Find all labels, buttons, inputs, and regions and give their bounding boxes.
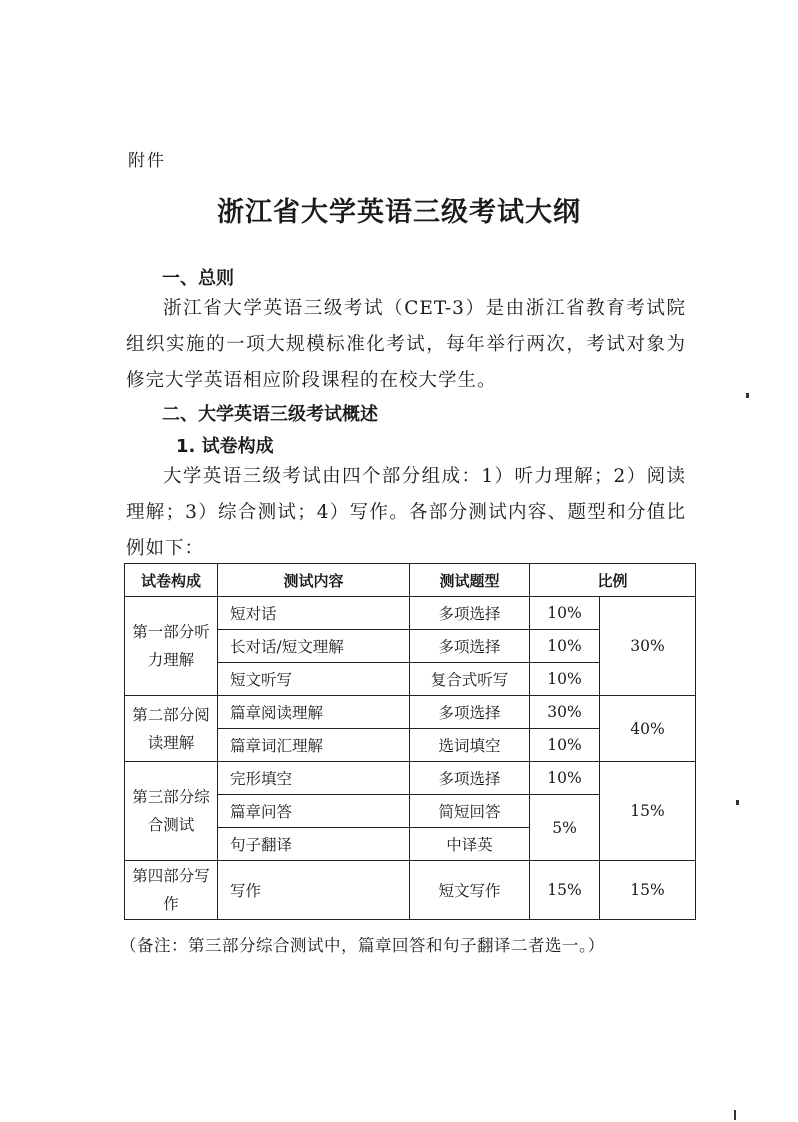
test-type: 短文写作	[410, 861, 530, 920]
test-content: 篇章问答	[218, 795, 410, 828]
item-ratio: 10%	[530, 729, 600, 762]
part-name: 第一部分听力理解	[125, 597, 218, 696]
part-name: 第三部分综合测试	[125, 762, 218, 861]
paragraph-general: 浙江省大学英语三级考试（CET-3）是由浙江省教育考试院组织实施的一项大规模标准化考试，每年举行两次，考试对象为修完大学英语相应阶段课程的在校大学生。	[126, 298, 686, 391]
item-ratio: 10%	[530, 630, 600, 663]
part-total-ratio: 40%	[600, 696, 696, 762]
table-row	[125, 762, 696, 795]
section-heading-general: 一、总则	[162, 268, 234, 289]
test-content: 长对话/短文理解	[218, 630, 410, 663]
item-ratio: 15%	[530, 861, 600, 920]
item-ratio: 10%	[530, 597, 600, 630]
test-type: 多项选择	[410, 630, 530, 663]
test-type: 多项选择	[410, 762, 530, 795]
part-name: 第四部分写作	[125, 861, 218, 920]
item-ratio: 30%	[530, 696, 600, 729]
table-row	[125, 597, 696, 630]
part-total-ratio: 15%	[600, 861, 696, 920]
header-ratio: 比例	[530, 564, 696, 597]
test-type: 多项选择	[410, 597, 530, 630]
section-heading-overview: 二、大学英语三级考试概述	[162, 404, 378, 425]
table-note: （备注：第三部分综合测试中，篇章回答和句子翻译二者选一。）	[120, 936, 605, 955]
item-ratio: 10%	[530, 663, 600, 696]
table-header-row	[125, 564, 696, 597]
part-name: 第二部分阅读理解	[125, 696, 218, 762]
test-content: 短对话	[218, 597, 410, 630]
document-title: 浙江省大学英语三级考试大纲	[217, 197, 581, 228]
scan-speck	[734, 1110, 736, 1120]
attachment-label: 附件	[128, 151, 166, 171]
header-type: 测试题型	[410, 564, 530, 597]
exam-structure-table	[124, 563, 696, 920]
scan-speck	[746, 393, 749, 398]
test-type: 选词填空	[410, 729, 530, 762]
test-content: 句子翻译	[218, 828, 410, 861]
part-total-ratio: 15%	[600, 762, 696, 861]
table-row	[125, 696, 696, 729]
header-content: 测试内容	[218, 564, 410, 597]
header-structure: 试卷构成	[125, 564, 218, 597]
test-content: 完形填空	[218, 762, 410, 795]
test-type: 中译英	[410, 828, 530, 861]
test-content: 篇章阅读理解	[218, 696, 410, 729]
table-row	[125, 861, 696, 920]
paragraph-structure: 大学英语三级考试由四个部分组成：1）听力理解；2）阅读理解；3）综合测试；4）写作。各部分测试内容、题型和分值比例如下：	[126, 466, 686, 559]
test-content: 短文听写	[218, 663, 410, 696]
test-type: 多项选择	[410, 696, 530, 729]
subheading-paper-structure: 1. 试卷构成	[176, 436, 274, 457]
test-type: 复合式听写	[410, 663, 530, 696]
test-type: 简短回答	[410, 795, 530, 828]
test-content: 篇章词汇理解	[218, 729, 410, 762]
part-total-ratio: 30%	[600, 597, 696, 696]
item-ratio: 10%	[530, 762, 600, 795]
scan-speck	[736, 800, 739, 805]
item-ratio: 5%	[530, 795, 600, 861]
test-content: 写作	[218, 861, 410, 920]
